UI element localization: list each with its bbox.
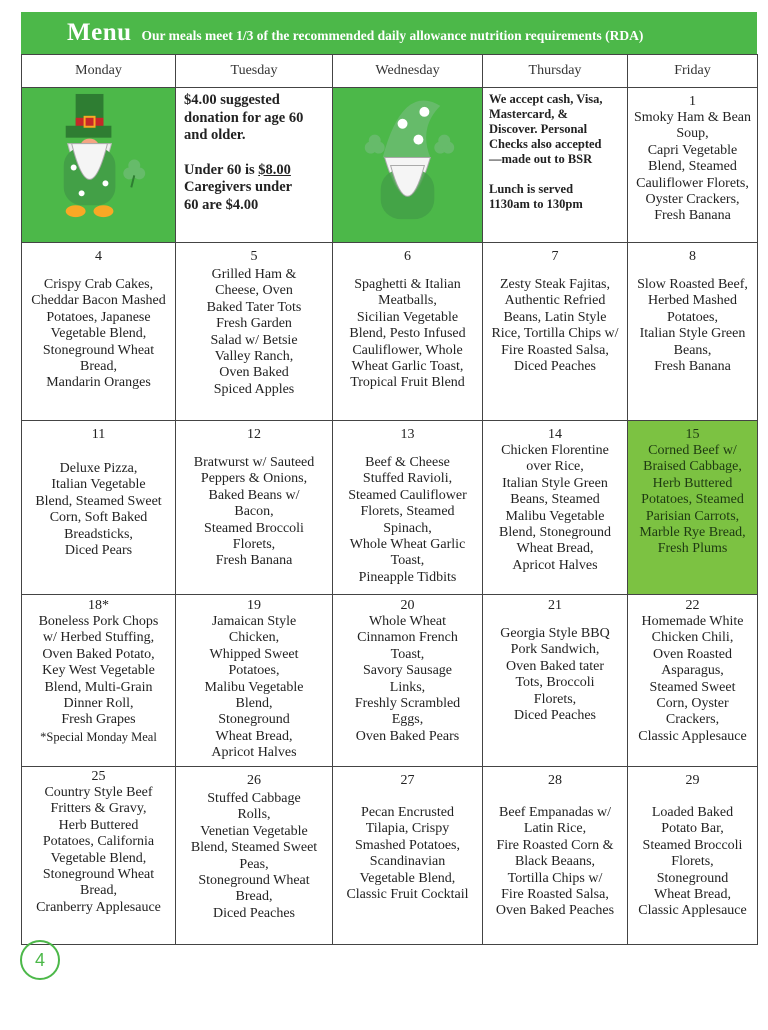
meal-description: Stuffed Cabbage Rolls, Venetian Vegetable Blend, Steamed Sweet Peas, Stoneground Wheat Bread, Diced Peaches bbox=[190, 791, 318, 921]
day-header-tuesday: Tuesday bbox=[176, 55, 333, 88]
meal-description: Pecan Encrusted Tilapia, Crispy Smashed Potatoes, Scandinavian Vegetable Blend, Classic Fruit Cocktail bbox=[346, 805, 469, 903]
donation-info-cell: $4.00 suggested donation for age 60 and older. Under 60 is $8.00 Caregivers under 60 are $4.00 bbox=[176, 88, 333, 243]
gnome-with-shamrocks-icon bbox=[333, 88, 482, 237]
day-number: 1 bbox=[689, 94, 696, 109]
meal-description: Beef Empanadas w/ Latin Rice, Fire Roasted Corn & Black Beaans, Tortilla Chips w/ Fire Roasted Salsa, Oven Baked Peaches bbox=[495, 805, 615, 919]
day-header-friday: Friday bbox=[628, 55, 758, 88]
menu-day-22 bbox=[628, 595, 758, 767]
day-number: 14 bbox=[548, 427, 562, 443]
menu-day-1 bbox=[628, 88, 758, 243]
menu-day-5 bbox=[176, 243, 333, 421]
gnome-with-clover-icon bbox=[22, 88, 175, 237]
meal-description: Beef & Cheese Stuffed Ravioli, Steamed Cauliflower Florets, Steamed Spinach, Whole Wheat Garlic Toast, Pineapple Tidbits bbox=[348, 455, 467, 585]
meal-description: Crispy Crab Cakes, Cheddar Bacon Mashed Potatoes, Japanese Vegetable Blend, Stoneground Wheat Bread, Mandarin Oranges bbox=[31, 277, 166, 391]
menu-day-4 bbox=[22, 243, 176, 421]
menu-day-14 bbox=[483, 421, 628, 595]
day-number: 19 bbox=[247, 598, 261, 614]
day-number: 26 bbox=[247, 773, 261, 789]
menu-day-12 bbox=[176, 421, 333, 595]
meal-description: Loaded Baked Potato Bar, Steamed Broccoli Florets, Stoneground Wheat Bread, Classic Applesauce bbox=[638, 805, 747, 919]
day-number: 13 bbox=[400, 427, 415, 443]
menu-day-11 bbox=[22, 421, 176, 595]
meal-description: Boneless Pork Chops w/ Herbed Stuffing, Oven Baked Potato, Key West Vegetable Blend, Multi-Grain Dinner Roll, Fresh Grapes *Special Monday Meal bbox=[22, 614, 175, 745]
menu-title: Menu bbox=[67, 19, 132, 46]
day-number: 4 bbox=[95, 249, 102, 265]
meal-description: Whole Wheat Cinnamon French Toast, Savory Sausage Links, Freshly Scrambled Eggs, Oven Baked Pears bbox=[354, 614, 461, 744]
day-number: 8 bbox=[689, 249, 696, 265]
menu-day-6 bbox=[333, 243, 483, 421]
day-header-monday: Monday bbox=[22, 55, 176, 88]
menu-day-25 bbox=[22, 767, 176, 945]
day-number: 28 bbox=[548, 773, 562, 789]
day-number: 29 bbox=[685, 773, 700, 789]
day-number: 18* bbox=[88, 598, 109, 614]
meal-description: Smoky Ham & Bean Soup, Capri Vegetable Blend, Steamed Cauliflower Florets, Oyster Crackers, Fresh Banana bbox=[633, 110, 752, 224]
week-row-3 bbox=[22, 421, 758, 595]
week-row-4 bbox=[22, 595, 758, 767]
day-number: 11 bbox=[91, 427, 106, 443]
week-row-1 bbox=[22, 88, 758, 243]
menu-day-29 bbox=[628, 767, 758, 945]
week-row-2 bbox=[22, 243, 758, 421]
special-meal-note: *Special Monday Meal bbox=[40, 729, 157, 744]
day-header-wednesday: Wednesday bbox=[333, 55, 483, 88]
page-number-badge: 4 bbox=[20, 940, 60, 980]
menu-day-21 bbox=[483, 595, 628, 767]
gnome-picture-cell bbox=[22, 88, 176, 243]
menu-day-28 bbox=[483, 767, 628, 945]
menu-day-8 bbox=[628, 243, 758, 421]
payment-info-cell: We accept cash, Visa, Mastercard, & Discover. Personal Checks also accepted —made out to BSR Lunch is served 1130am to 130pm bbox=[483, 88, 628, 243]
menu-day-13 bbox=[333, 421, 483, 595]
menu-day-7 bbox=[483, 243, 628, 421]
day-header-row bbox=[22, 55, 758, 88]
day-number: 20 bbox=[400, 598, 415, 614]
menu-day-15-highlighted bbox=[628, 421, 758, 595]
menu-day-18 bbox=[22, 595, 176, 767]
menu-day-27 bbox=[333, 767, 483, 945]
menu-banner bbox=[21, 12, 757, 54]
meal-description: Georgia Style BBQ Pork Sandwich, Oven Baked tater Tots, Broccoli Florets, Diced Peaches bbox=[500, 626, 610, 724]
week-row-5 bbox=[22, 767, 758, 945]
meal-description: Zesty Steak Fajitas, Authentic Refried Beans, Latin Style Rice, Tortilla Chips w/ Fire Roasted Salsa, Diced Peaches bbox=[491, 277, 619, 375]
day-number: 5 bbox=[250, 249, 258, 265]
donation-under-60: Under 60 is bbox=[184, 161, 259, 178]
menu-day-20 bbox=[333, 595, 483, 767]
meal-description: Homemade White Chicken Chili, Oven Roasted Asparagus, Steamed Sweet Corn, Oyster Crackers, Classic Applesauce bbox=[638, 614, 747, 744]
day-number: 6 bbox=[404, 249, 411, 265]
day-number: 21 bbox=[548, 598, 562, 614]
meal-description: Country Style Beef Fritters & Gravy, Herb Buttered Potatoes, California Vegetable Blend, Stoneground Wheat Bread, Cranberry Applesauce bbox=[36, 785, 161, 915]
meal-description: Bratwurst w/ Sauteed Peppers & Onions, Baked Beans w/ Bacon, Steamed Broccoli Florets, Fresh Banana bbox=[193, 455, 315, 569]
meal-description: Corned Beef w/ Braised Cabbage, Herb Buttered Potatoes, Steamed Parisian Carrots, Marble Rye Bread, Fresh Plums bbox=[639, 443, 746, 557]
day-header-thursday: Thursday bbox=[483, 55, 628, 88]
meal-description: Jamaican Style Chicken, Whipped Sweet Potatoes, Malibu Vegetable Blend, Stoneground Wheat Bread, Apricot Halves bbox=[204, 614, 304, 761]
menu-subtitle: Our meals meet 1/3 of the recommended daily allowance nutrition requirements (RDA) bbox=[141, 27, 644, 43]
menu-calendar bbox=[21, 54, 758, 945]
day-number: 15 bbox=[685, 427, 700, 443]
menu-day-26 bbox=[176, 767, 333, 945]
menu-day-19 bbox=[176, 595, 333, 767]
meal-description: Spaghetti & Italian Meatballs, Sicilian Vegetable Blend, Pesto Infused Cauliflower, Whole Wheat Garlic Toast, Tropical Fruit Blend bbox=[349, 277, 466, 391]
day-number: 12 bbox=[247, 427, 261, 443]
meal-description: Chicken Florentine over Rice, Italian Style Green Beans, Steamed Malibu Vegetable Blend, Stoneground Wheat Bread, Apricot Halves bbox=[499, 443, 611, 573]
meal-description: Deluxe Pizza, Italian Vegetable Blend, Steamed Sweet Corn, Soft Baked Breadsticks, Diced Pears bbox=[35, 461, 162, 559]
meal-description: Grilled Ham & Cheese, Oven Baked Tater Tots Fresh Garden Salad w/ Betsie Valley Ranch, Oven Baked Spiced Apples bbox=[206, 267, 302, 397]
gnome-picture-cell-2 bbox=[333, 88, 483, 243]
day-number: 25 bbox=[91, 769, 106, 785]
donation-price: $8.00 bbox=[258, 161, 291, 178]
meal-description: Slow Roasted Beef, Herbed Mashed Potatoes, Italian Style Green Beans, Fresh Banana bbox=[637, 277, 748, 375]
day-number: 27 bbox=[400, 773, 415, 789]
day-number: 7 bbox=[551, 249, 559, 265]
day-number: 22 bbox=[685, 598, 700, 614]
